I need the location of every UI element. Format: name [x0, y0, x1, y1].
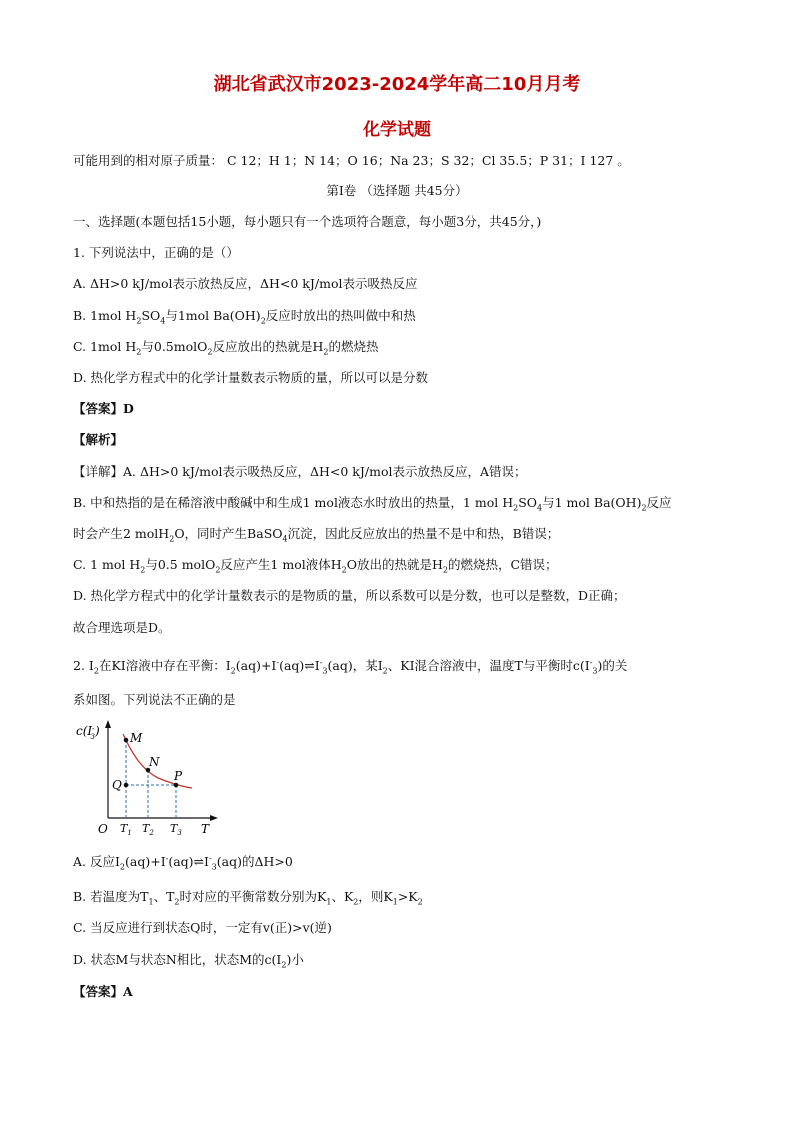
q1-detail-line-1: 【详解】A. ΔH>0 kJ/mol表示吸热反应，ΔH<0 kJ/mol表示放热反应，A错误； [73, 464, 527, 479]
section-title: 第Ⅰ卷 （选择题 共45分） [326, 183, 468, 198]
q1-answer: 【答案】D [73, 401, 134, 416]
tick-t3: $T_3$ [170, 822, 182, 837]
q1-detail-line-6: 故合理选项是D。 [73, 620, 171, 635]
q1-detail-line-2: B. 中和热指的是在稀溶液中酸碱中和生成1 mol液态水时放出的热量，1 mol $H_2SO_4$与1 mol $Ba(OH)_2$反应 [73, 495, 672, 513]
label-q: Q [112, 778, 122, 792]
page-subtitle: 化学试题 [363, 120, 431, 140]
q2-option-a: A. 反应$I_2(aq)+I^-(aq)\rightleftharpoons I^-_3(aq)$的ΔH>0 [73, 853, 293, 872]
x-axis-arrow [210, 815, 218, 821]
q1-analysis-label: 【解析】 [73, 432, 124, 447]
label-p: P [174, 769, 183, 783]
q2-stem-line-1: 2. $I_2$在KI溶液中存在平衡：$I_2(aq)+I^-(aq)\rightleftharpoons I^-_3(aq)$，某$I_2$、KI混合溶液中，温度T与平衡时$c(I^-_3)$的关 [73, 657, 628, 676]
origin-label: O [98, 822, 108, 836]
tick-t1: $T_1$ [120, 822, 132, 837]
q1-detail-line-5: D. 热化学方程式中的化学计量数表示的是物质的量，所以系数可以是分数，也可以是整数，D正确； [73, 588, 626, 603]
q1-option-c: C. 1mol $H_2$与0.5molO$_2$反应放出的热就是$H_2$的燃烧热 [73, 339, 379, 357]
tick-t2: $T_2$ [142, 822, 154, 837]
point-m [124, 738, 129, 743]
label-m: M [130, 731, 143, 745]
label-n: N [149, 755, 160, 769]
q1-stem: 1. 下列说法中，正确的是（） [73, 245, 239, 260]
q1-detail-line-3: 时会产生2 molH$_2$O，同时产生BaSO$_4$沉淀，因此反应放出的热量不是中和热，B错误； [73, 526, 560, 544]
y-axis-arrow [105, 720, 111, 728]
q2-answer: 【答案】A [73, 984, 133, 999]
q1-detail-line-4: C. 1 mol $H_2$与0.5 molO$_2$反应产生1 mol液体$H_2O$放出的热就是$H_2$的燃烧热，C错误； [73, 557, 558, 575]
q2-option-d: D. 状态M与状态N相比，状态M的$c(I_2)$小 [73, 952, 304, 970]
point-p [174, 783, 179, 788]
q2-option-b: B. 若温度为$T_1$、$T_2$时对应的平衡常数分别为$K_1$、$K_2$，则$K_1>K_2$ [73, 889, 423, 907]
q2-graph [73, 718, 223, 838]
page-title: 湖北省武汉市2023-2024学年高二10月月考 [213, 74, 581, 95]
q2-stem-line-2: 系如图。下列说法不正确的是 [73, 692, 236, 707]
q1-option-b: B. 1mol $H_2SO_4$与1mol $Ba(OH)_2$反应时放出的热叫做中和热 [73, 308, 416, 326]
y-axis-label: c(I-3) [76, 724, 100, 741]
q1-option-a: A. ΔH>0 kJ/mol表示放热反应，ΔH<0 kJ/mol表示吸热反应 [73, 276, 418, 291]
atomic-masses: 可能用到的相对原子质量： C 12；H 1；N 14；O 16；Na 23；S 32；Cl 35.5；P 31；I 127 。 [73, 153, 630, 168]
q2-option-c: C. 当反应进行到状态Q时，一定有v(正)>v(逆) [73, 920, 332, 935]
x-axis-label: T [201, 822, 210, 836]
section-intro: 一、选择题(本题包括15小题，每小题只有一个选项符合题意，每小题3分，共45分，) [73, 214, 542, 229]
point-q [124, 783, 129, 788]
q1-option-d: D. 热化学方程式中的化学计量数表示物质的量，所以可以是分数 [73, 370, 429, 385]
